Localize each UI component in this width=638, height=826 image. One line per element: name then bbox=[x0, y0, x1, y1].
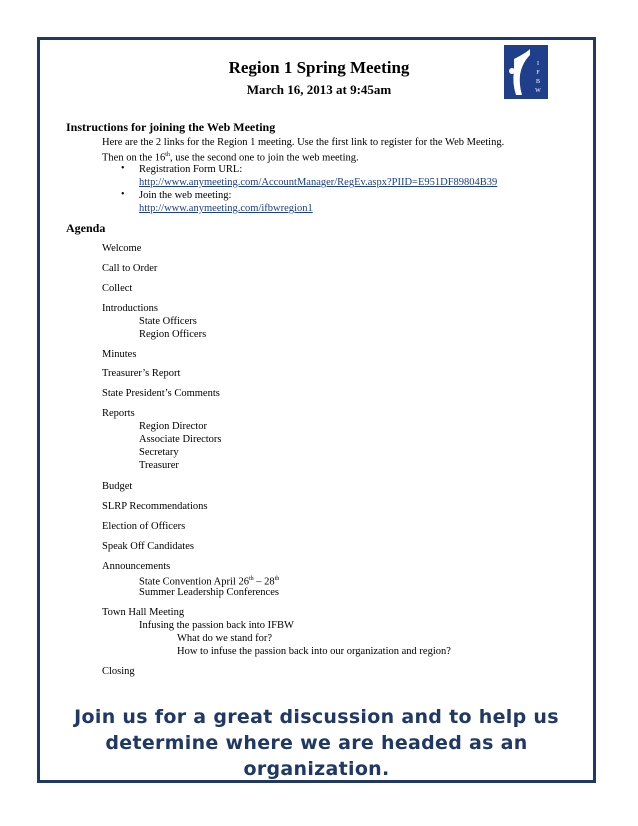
instructions-line1: Here are the 2 links for the Region 1 meeting. Use the first link to register for the Web Meeting. bbox=[102, 137, 505, 148]
agenda-subsubitem: How to infuse the passion back into our organization and region? bbox=[177, 646, 451, 657]
agenda-item-call-to-order: Call to Order bbox=[102, 263, 158, 274]
agenda-item-slrp: SLRP Recommendations bbox=[102, 501, 208, 512]
agenda-item-treasurer-report: Treasurer’s Report bbox=[102, 368, 181, 379]
agenda-item-minutes: Minutes bbox=[102, 349, 137, 360]
closing-line: organization. bbox=[243, 758, 390, 780]
agenda-item-town-hall: Town Hall Meeting bbox=[102, 607, 185, 618]
agenda-subitem-convention: State Convention April 26th – 28th bbox=[139, 576, 280, 588]
logo-letter-b: B bbox=[535, 79, 541, 85]
page-subtitle: March 16, 2013 at 9:45am bbox=[246, 82, 392, 97]
registration-label: Registration Form URL: bbox=[139, 164, 243, 175]
agenda-subitem: Treasurer bbox=[139, 460, 179, 471]
agenda-subitem: Infusing the passion back into IFBW bbox=[139, 620, 294, 631]
agenda-item-reports: Reports bbox=[102, 408, 135, 419]
agenda-subitem: Secretary bbox=[139, 447, 179, 458]
join-label: Join the web meeting: bbox=[139, 190, 232, 201]
agenda-subitem: Region Officers bbox=[139, 329, 207, 340]
agenda-subitem: Region Director bbox=[139, 421, 207, 432]
agenda-item-announcements: Announcements bbox=[102, 561, 171, 572]
agenda-subitem: State Officers bbox=[139, 316, 197, 327]
closing-line: determine where we are headed as an bbox=[105, 732, 528, 754]
agenda-item-president-comments: State President’s Comments bbox=[102, 388, 220, 399]
agenda-item-budget: Budget bbox=[102, 481, 133, 492]
instructions-line2: Then on the 16th, use the second one to join the web meeting. bbox=[102, 152, 359, 164]
registration-link[interactable]: http://www.anymeeting.com/AccountManager/RegEv.aspx?PIID=E951DF89804B39 bbox=[139, 177, 498, 188]
agenda-subsubitem: What do we stand for? bbox=[177, 633, 273, 644]
instructions-heading: Instructions for joining the Web Meeting bbox=[66, 120, 276, 134]
page-title: Region 1 Spring Meeting bbox=[228, 58, 410, 77]
closing-line: Join us for a great discussion and to help us bbox=[74, 706, 559, 728]
agenda-item-introductions: Introductions bbox=[102, 303, 158, 314]
bullet-icon: • bbox=[121, 189, 125, 200]
logo-letter-i: I bbox=[537, 61, 539, 67]
agenda-item-speak-off: Speak Off Candidates bbox=[102, 541, 194, 552]
bullet-icon: • bbox=[121, 163, 125, 174]
closing-message bbox=[40, 704, 593, 782]
logo-letter-f: F bbox=[536, 70, 540, 76]
agenda-subitem: Summer Leadership Conferences bbox=[139, 587, 279, 598]
agenda-item-election: Election of Officers bbox=[102, 521, 186, 532]
agenda-subitem: Associate Directors bbox=[139, 434, 222, 445]
agenda-heading: Agenda bbox=[66, 221, 106, 235]
logo-letter-w: W bbox=[535, 88, 541, 94]
agenda-item-collect: Collect bbox=[102, 283, 133, 294]
agenda-item-closing: Closing bbox=[102, 666, 135, 677]
join-link[interactable]: http://www.anymeeting.com/ifbwregion1 bbox=[139, 203, 313, 214]
agenda-item-welcome: Welcome bbox=[102, 243, 142, 254]
